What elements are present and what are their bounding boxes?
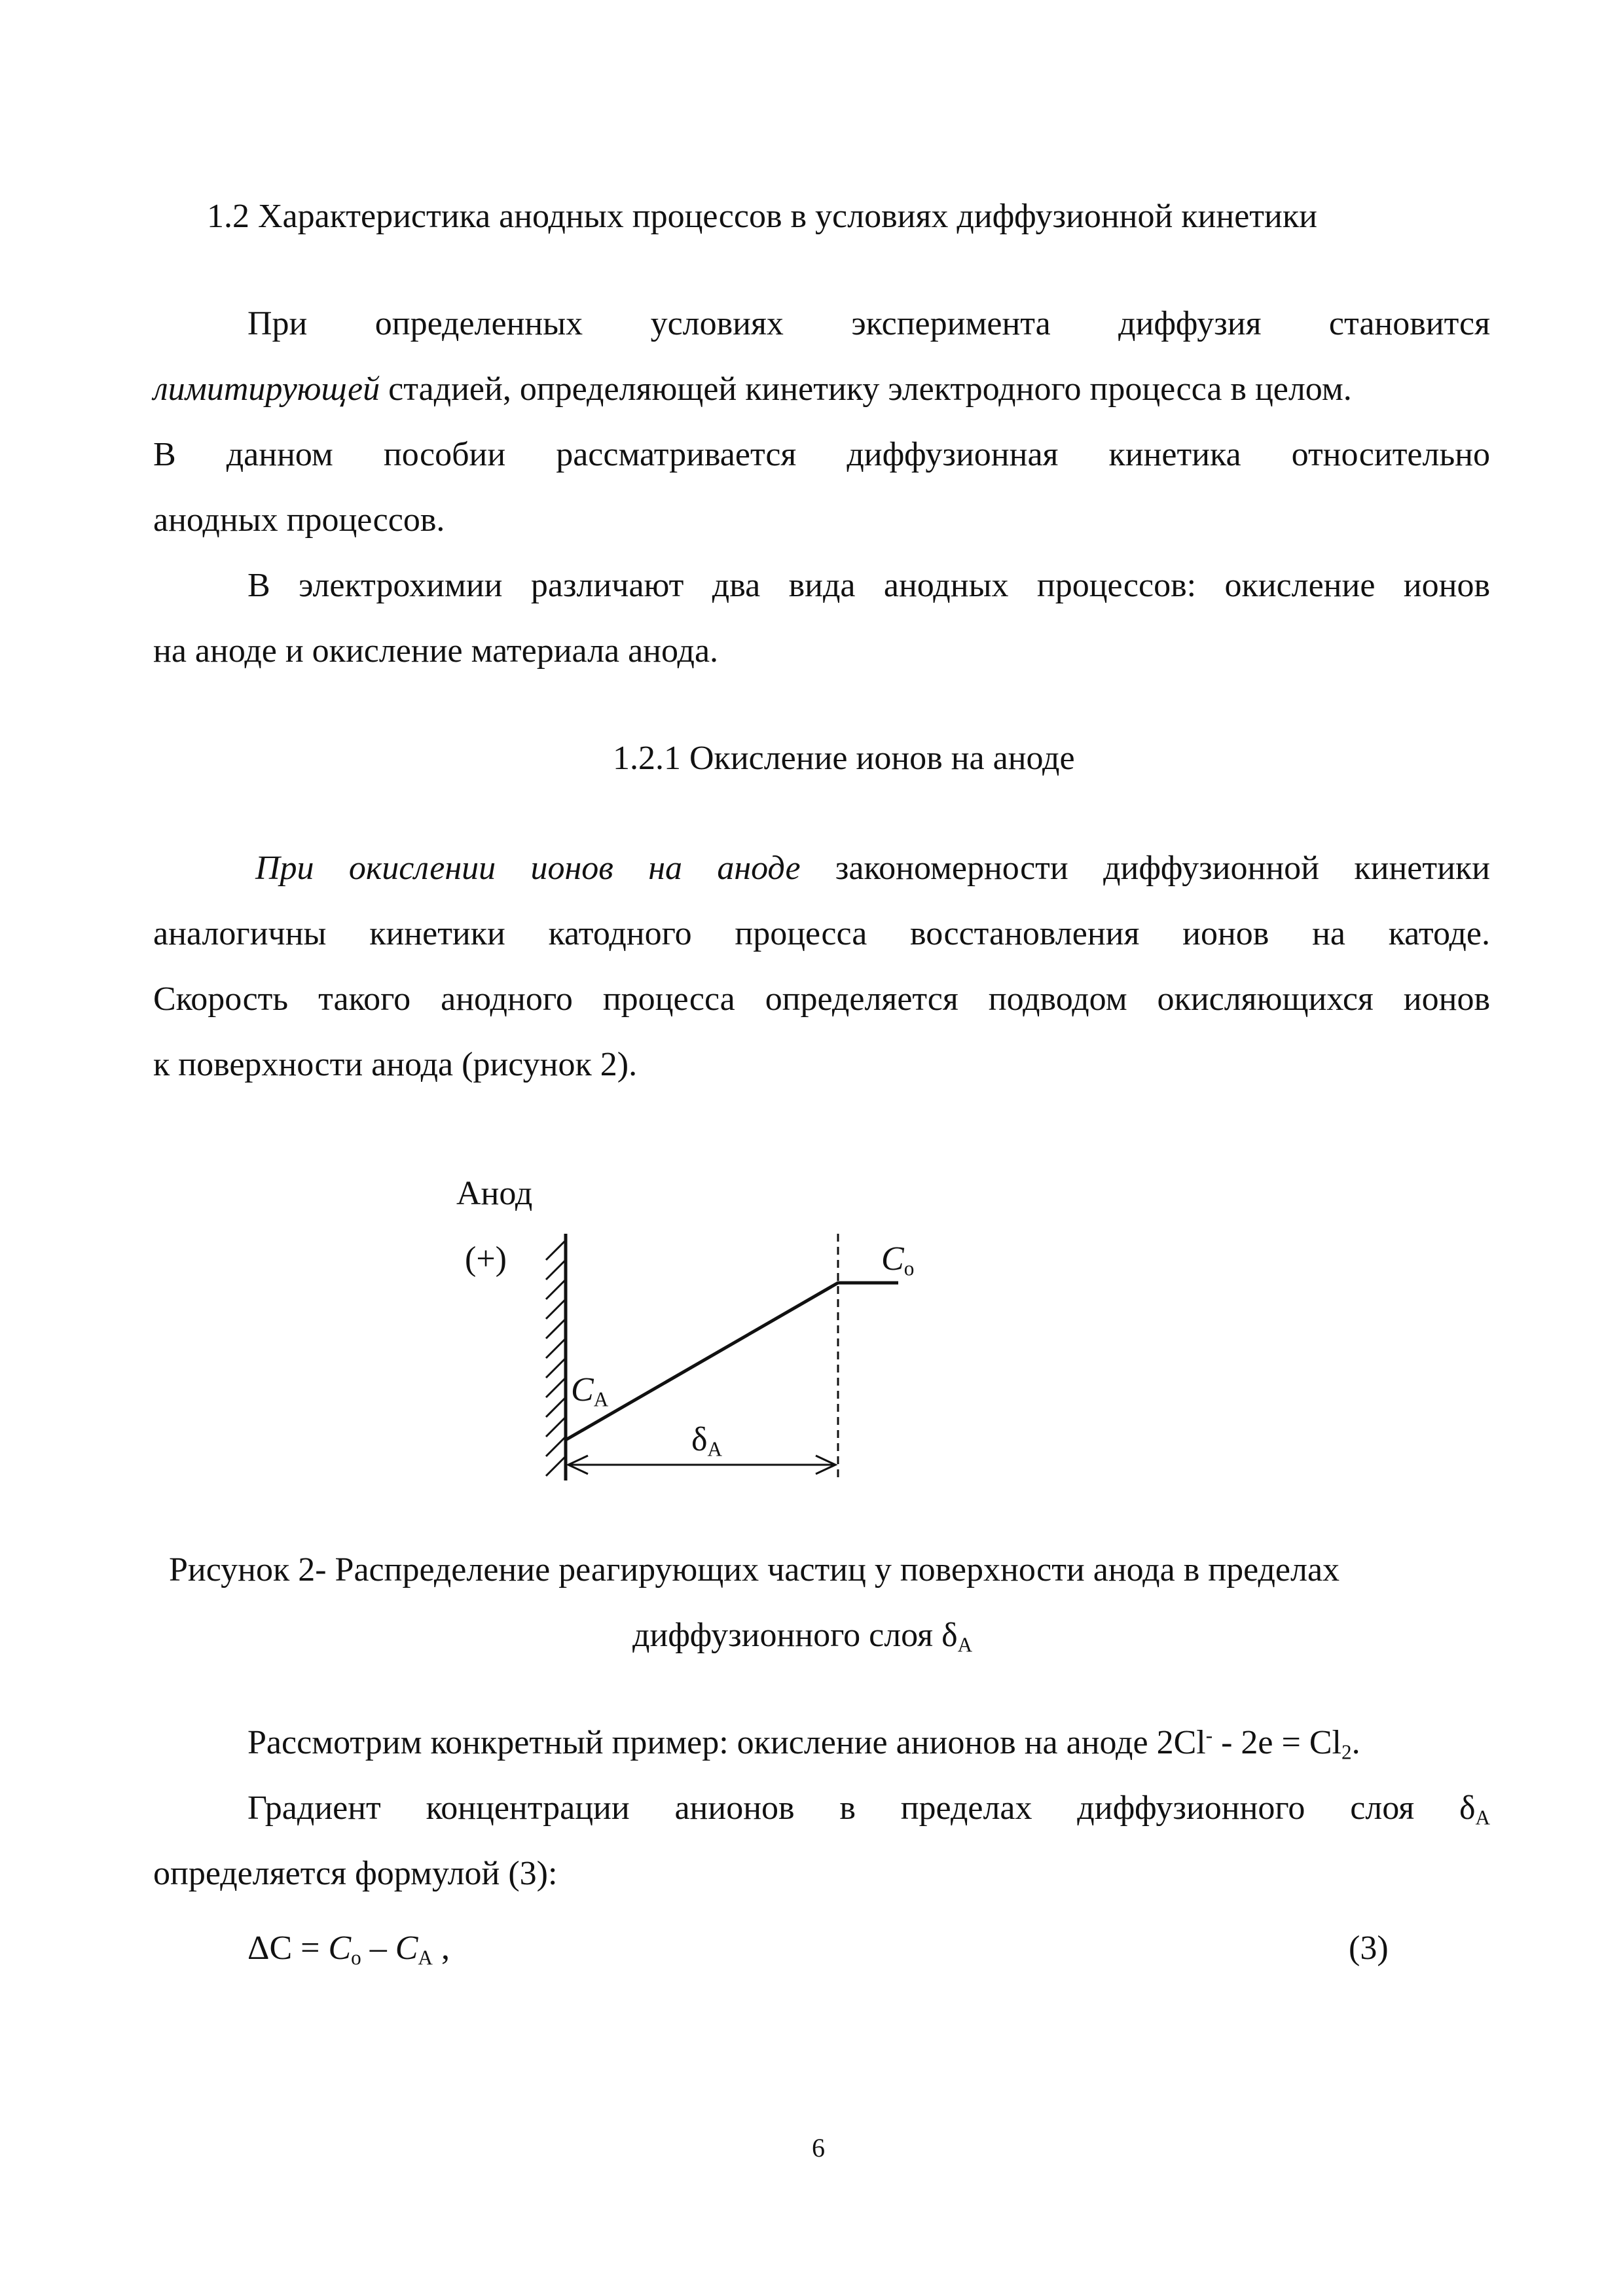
paragraph-line: Скорость такого анодного процесса определяется подводом окисляющихся ионов <box>153 980 1490 1018</box>
page-number: 6 <box>812 2133 825 2162</box>
paragraph-line: В данном пособии рассматривается диффузионная кинетика относительно <box>153 436 1490 473</box>
paragraph-line: на аноде и окисление материала анода. <box>153 632 719 670</box>
bulk-concentration-label: $C_o$ <box>881 1240 915 1280</box>
section-heading: 1.2 Характеристика анодных процессов в условиях диффузионной кинетики <box>207 198 1317 235</box>
paragraph-line: Градиент концентрации анионов в пределах диффузионного слоя $\delta_A$ <box>247 1789 1490 1829</box>
formula: $\Delta C = C_o - C_A$ , <box>247 1929 450 1969</box>
paragraph-line: к поверхности анода (рисунок 2). <box>153 1046 638 1083</box>
paragraph-line: При определенных условиях эксперимента диффузия становится <box>247 305 1490 342</box>
anode-polarity-label: (+) <box>465 1240 507 1278</box>
layer-thickness-label: $\delta_A$ <box>691 1421 723 1461</box>
subsection-heading: 1.2.1 Окисление ионов на аноде <box>613 740 1075 777</box>
anode-hatching <box>546 1240 566 1476</box>
paragraph-line: аналогичны кинетики катодного процесса восстановления ионов на катоде. <box>153 915 1490 952</box>
anode-label: Анод <box>456 1175 533 1212</box>
formula-lhs: ΔC = <box>247 1929 329 1967</box>
figure-caption: Рисунок 2- Распределение реагирующих частиц у поверхности анода в пределах <box>169 1551 1340 1588</box>
paragraph-line: Рассмотрим конкретный пример: окисление анионов на аноде $2Cl^- - 2e = Cl_2$. <box>247 1723 1360 1764</box>
concentration-profile <box>566 1283 898 1440</box>
paragraph-text: закономерности диффузионной кинетики <box>800 850 1490 887</box>
surface-concentration-label: $C_A$ <box>571 1371 609 1411</box>
formula-number: (3) <box>1349 1929 1389 1967</box>
italic-term: При окислении ионов на аноде <box>255 850 801 887</box>
paragraph-line: определяется формулой (3): <box>153 1855 558 1892</box>
paragraph-text: стадией, определяющей кинетику электродного процесса в целом. <box>380 370 1352 408</box>
paragraph-line: анодных процессов. <box>153 501 445 539</box>
italic-term: лимитирующей <box>153 370 380 408</box>
figure-caption: диффузионного слоя $\delta_A$ <box>632 1617 973 1657</box>
paragraph-line: В электрохимии различают два вида анодных процессов: окисление ионов <box>247 567 1490 604</box>
